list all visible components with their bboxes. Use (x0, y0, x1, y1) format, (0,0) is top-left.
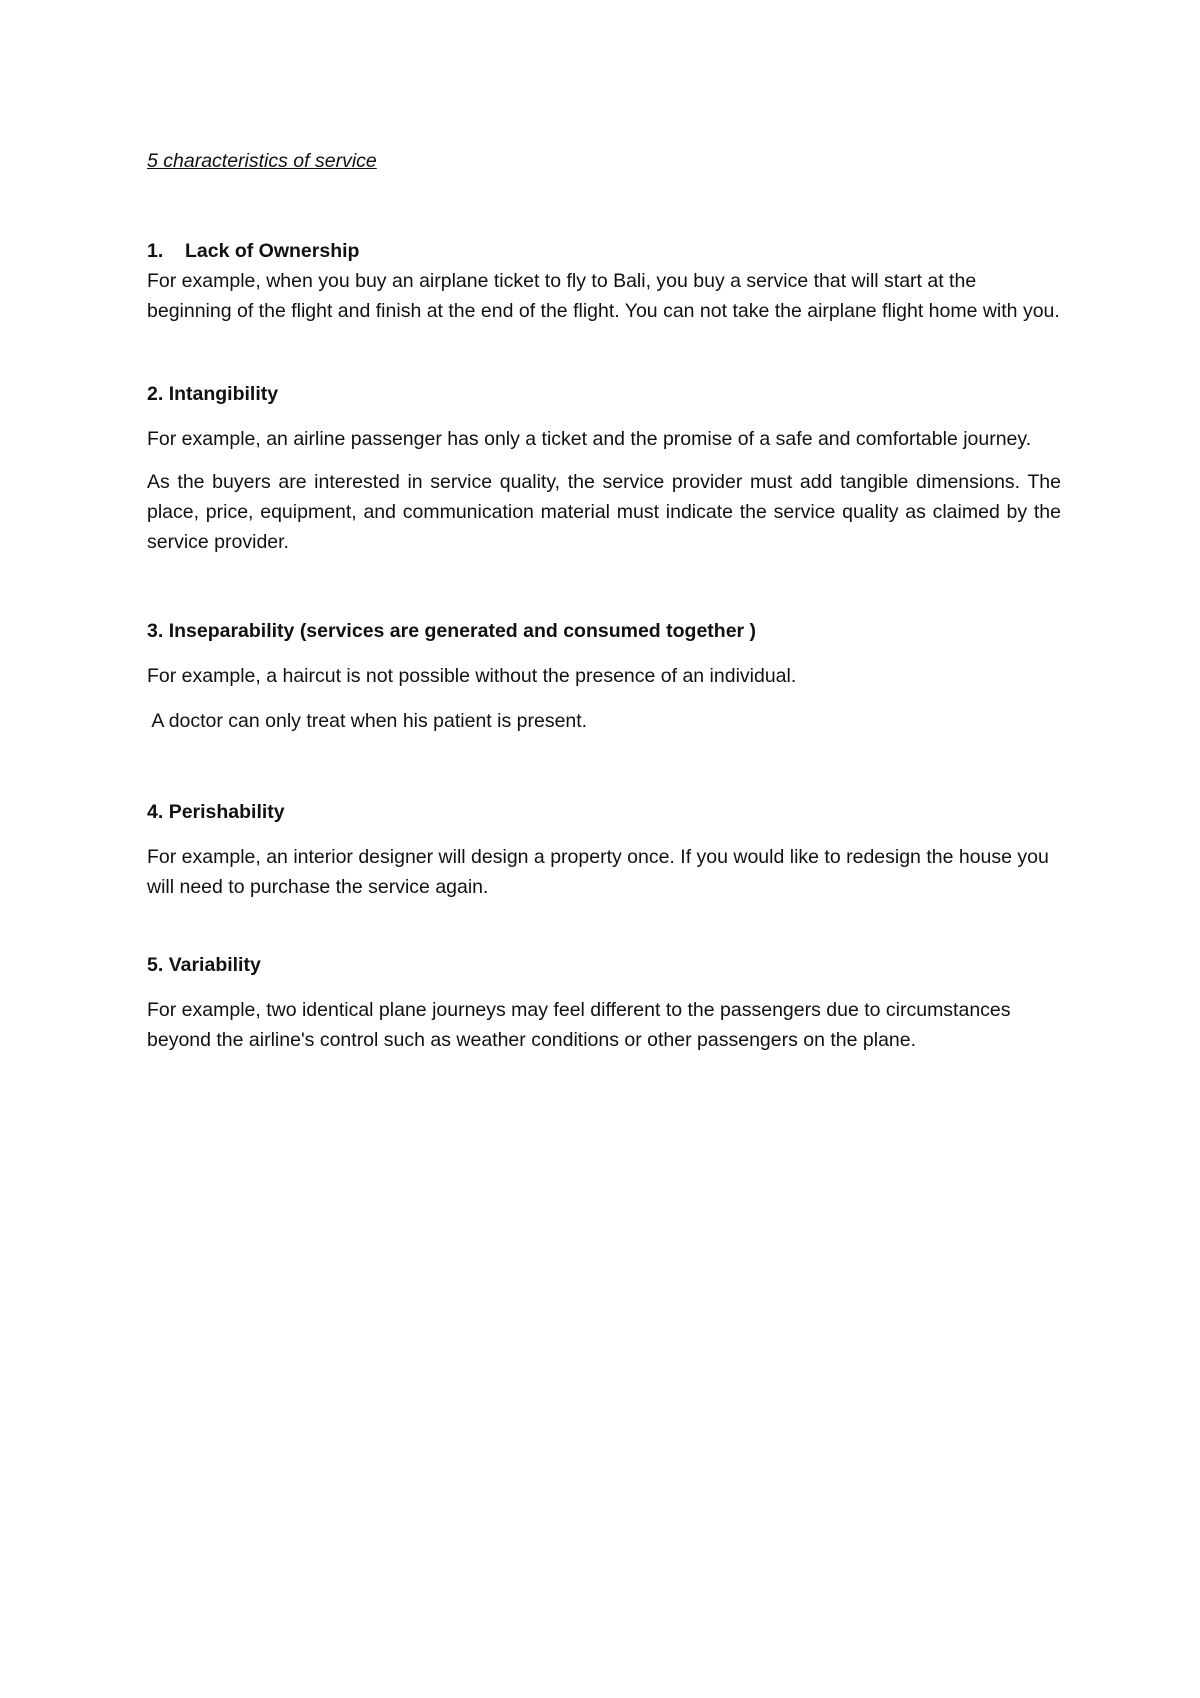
section-number: 1. (147, 240, 164, 262)
section-number: 5. (147, 954, 164, 976)
section-title: Variability (168, 954, 261, 976)
document-body (147, 146, 1061, 1055)
section-heading (147, 616, 1061, 646)
section-heading (147, 797, 1061, 827)
section-inseparability (147, 616, 1061, 736)
section-heading (147, 236, 1061, 266)
section-paragraph: A doctor can only treat when his patient is present. (147, 710, 588, 732)
section-lack-of-ownership (147, 236, 1061, 326)
document-title: 5 characteristics of service (147, 150, 377, 172)
section-variability (147, 950, 1061, 1055)
section-paragraph: As the buyers are interested in service quality, the service provider must add tangible dimensions. The place, price, equipment, and communication material must indicate the service quality as claimed by the service provider. (147, 471, 1061, 553)
section-heading (147, 950, 1061, 980)
section-paragraph: For example, two identical plane journeys may feel different to the passengers due to circumstances beyond the airline's control such as weather conditions or other passengers on the plane. (147, 999, 1011, 1051)
section-paragraph: For example, when you buy an airplane ticket to fly to Bali, you buy a service that will start at the beginning of the flight and finish at the end of the flight. You can not take the airplane flight home with you. (147, 270, 1060, 322)
section-intangibility (147, 379, 1061, 557)
section-perishability (147, 797, 1061, 902)
section-paragraph: For example, an interior designer will design a property once. If you would like to redesign the house you will need to purchase the service again. (147, 846, 1049, 898)
section-title: Intangibility (168, 383, 279, 405)
section-title: Perishability (168, 801, 285, 823)
section-title: Inseparability (services are generated and consumed together ) (168, 620, 757, 642)
section-heading (147, 379, 1061, 409)
section-number: 4. (147, 801, 164, 823)
section-number: 2. (147, 383, 164, 405)
section-paragraph: For example, a haircut is not possible without the presence of an individual. (147, 665, 797, 687)
section-number: 3. (147, 620, 164, 642)
section-paragraph: For example, an airline passenger has only a ticket and the promise of a safe and comfortable journey. (147, 428, 1032, 450)
section-title: Lack of Ownership (185, 240, 360, 262)
